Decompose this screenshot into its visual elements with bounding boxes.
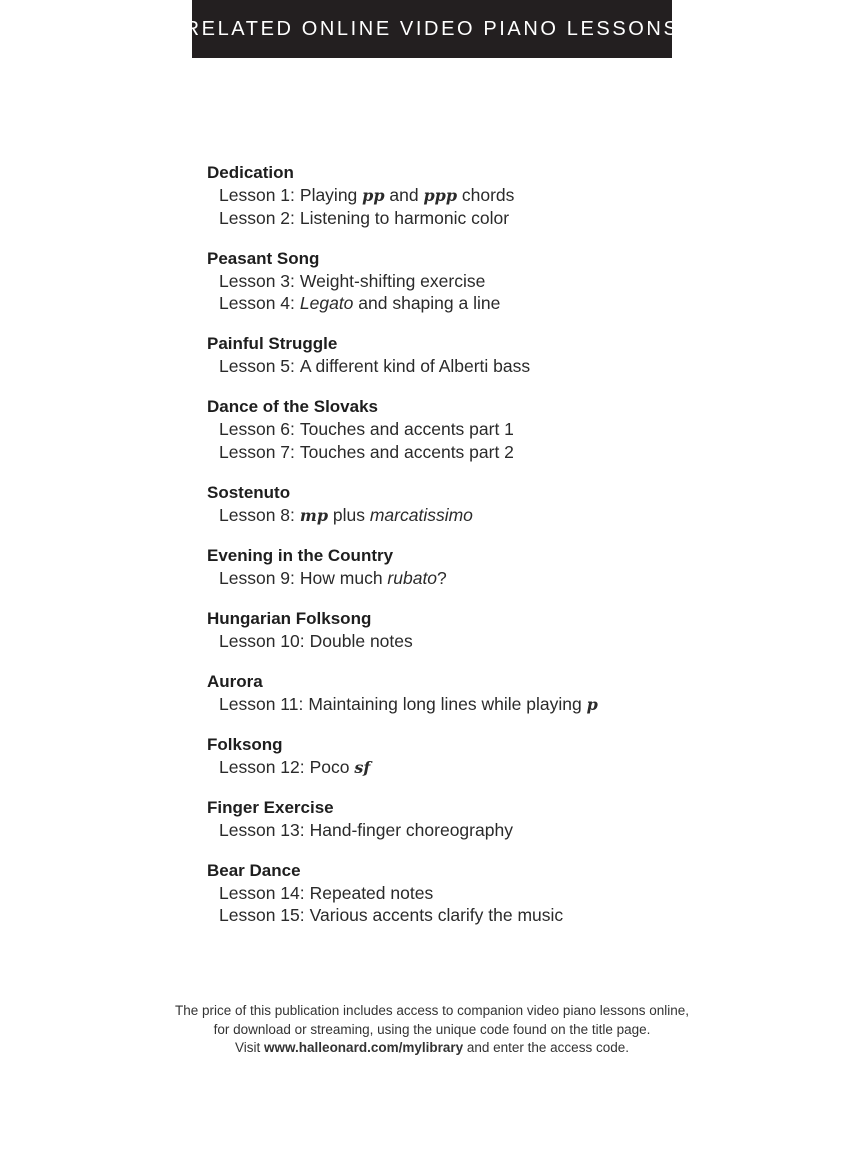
piece-evening-in-the-country <box>207 545 807 590</box>
piece-title: Finger Exercise <box>207 797 334 817</box>
lesson-item: Lesson 5: A different kind of Alberti bass <box>219 356 531 376</box>
piece-sostenuto <box>207 482 807 527</box>
piece-peasant-song <box>207 248 807 315</box>
italic-term: Legato <box>299 293 354 313</box>
piece-dance-of-the-slovaks <box>207 396 807 463</box>
dynamic-marking-p: p <box>586 694 598 714</box>
piece-hungarian-folksong <box>207 608 807 653</box>
piece-title: Dance of the Slovaks <box>207 397 379 416</box>
lesson-number: Lesson 8: <box>219 504 295 525</box>
lesson-number: Lesson 2: <box>219 207 295 228</box>
lesson-number: Lesson 7: <box>219 441 295 462</box>
lesson-number: Lesson 9: <box>219 567 295 588</box>
lesson-number: Lesson 1: <box>219 185 295 205</box>
lesson-item: Lesson 15: Various accents clarify the music <box>219 905 564 925</box>
lesson-number: Lesson 15: <box>219 905 305 925</box>
piece-aurora <box>207 671 807 716</box>
piece-painful-struggle <box>207 333 807 378</box>
footer-line: The price of this publication includes access to companion video piano lessons online, <box>174 1003 690 1018</box>
italic-term: marcatissimo <box>369 504 473 525</box>
lesson-item: Lesson 11: Maintaining long lines while playing p <box>219 693 598 714</box>
dynamic-marking-pp: pp <box>362 186 385 205</box>
piece-title: Peasant Song <box>207 248 320 268</box>
header-banner <box>184 0 680 58</box>
piece-dedication <box>207 162 807 229</box>
lesson-item: Lesson 13: Hand-finger choreography <box>219 819 513 840</box>
piece-finger-exercise <box>207 797 807 842</box>
lesson-item: Lesson 2: Listening to harmonic color <box>219 207 510 228</box>
piece-title: Sostenuto <box>207 482 291 502</box>
italic-term: rubato <box>387 567 438 588</box>
lesson-item: Lesson 3: Weight-shifting exercise <box>219 270 486 291</box>
lesson-item: Lesson 10: Double notes <box>219 630 413 651</box>
lesson-item: Lesson 1: Playing pp and ppp chords <box>219 185 515 205</box>
lesson-item: Lesson 4: Legato and shaping a line <box>219 293 501 313</box>
piece-bear-dance <box>207 860 807 927</box>
page-title: RELATED ONLINE VIDEO PIANO LESSONS <box>184 17 680 40</box>
dynamic-marking-mp: mp <box>299 505 329 525</box>
lesson-item: Lesson 8: mp plus marcatissimo <box>219 504 473 525</box>
piece-title: Painful Struggle <box>207 334 338 353</box>
lesson-number: Lesson 11: <box>219 693 304 714</box>
lesson-number: Lesson 14: <box>219 882 305 903</box>
dynamic-marking-sf: sf <box>354 757 371 777</box>
lesson-list <box>207 162 807 945</box>
lesson-number: Lesson 13: <box>219 819 305 840</box>
piece-title: Folksong <box>207 734 283 754</box>
footer-line: for download or streaming, using the unique code found on the title page. <box>213 1021 651 1037</box>
lesson-number: Lesson 3: <box>219 270 295 291</box>
piece-title: Evening in the Country <box>207 545 394 565</box>
lesson-item: Lesson 12: Poco sf <box>219 756 371 777</box>
lesson-item: Lesson 6: Touches and accents part 1 <box>219 419 514 439</box>
piece-title: Aurora <box>207 671 263 691</box>
lesson-number: Lesson 4: <box>219 293 295 313</box>
footer-line: Visit www.halleonard.com/mylibrary and enter the access code. <box>235 1040 629 1055</box>
dynamic-marking-ppp: ppp <box>423 186 458 205</box>
lesson-number: Lesson 5: <box>219 356 295 376</box>
piece-title: Hungarian Folksong <box>207 608 372 628</box>
lesson-item: Lesson 14: Repeated notes <box>219 882 434 903</box>
piece-title: Bear Dance <box>207 860 301 880</box>
mylibrary-link[interactable]: www.halleonard.com/mylibrary <box>264 1040 464 1055</box>
footer-note <box>0 1002 864 1058</box>
lesson-number: Lesson 10: <box>219 630 305 651</box>
lesson-number: Lesson 6: <box>219 419 295 439</box>
piece-title: Dedication <box>207 163 294 182</box>
lesson-item: Lesson 9: How much rubato? <box>219 567 447 588</box>
piece-folksong <box>207 734 807 779</box>
lesson-item: Lesson 7: Touches and accents part 2 <box>219 441 514 462</box>
lesson-number: Lesson 12: <box>219 756 305 777</box>
